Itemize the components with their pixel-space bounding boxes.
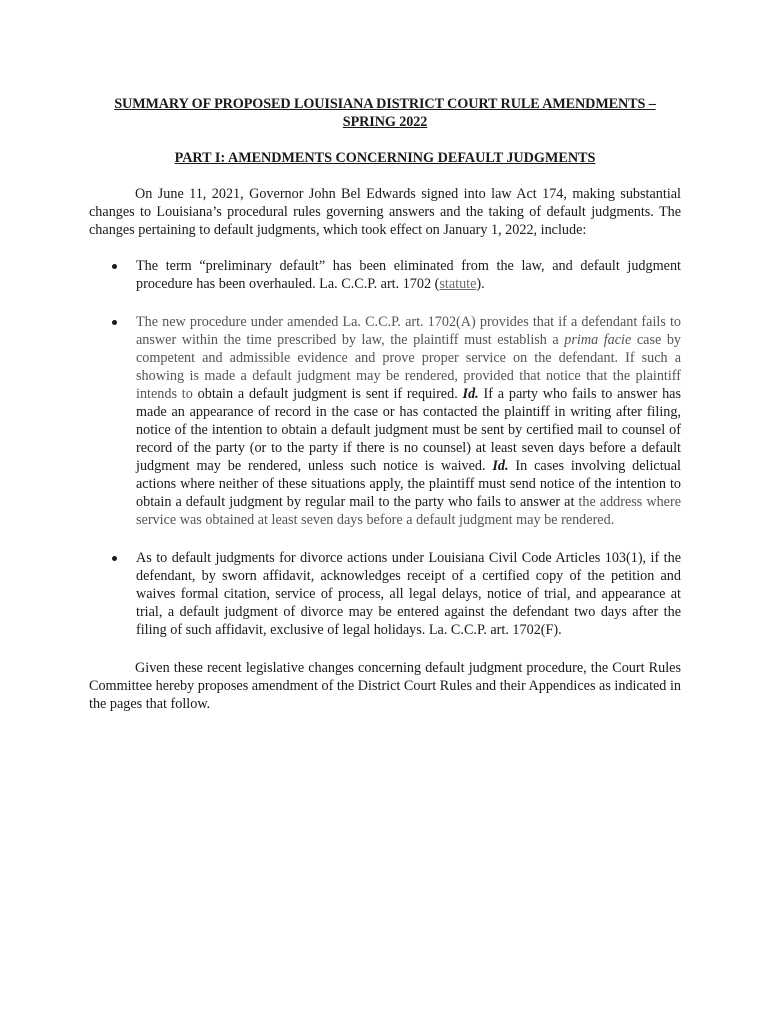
bullet-3-text: As to default judgments for divorce actions under Louisiana Civil Code Articles 103(1), if the defendant, by sworn affidavit, acknowledges receipt of a certified copy of the petition and waives formal citation, service of process, all legal delays, notice of trial, and appearance at trial, a default judgment of divorce may be entered against the defendant two days after the filing of such affidavit, exclusive of legal holidays. La. C.C.P. art. 1702(F). — [136, 550, 681, 638]
bullet-dot-icon — [112, 264, 117, 269]
bullet-1-text-after: ). — [476, 276, 485, 292]
bullet-2-id-1: Id. — [462, 386, 479, 402]
bullet-item-2 — [89, 313, 681, 529]
bullet-1-text-before: The term “preliminary default” has been eliminated from the law, and default judgment procedure has been overhauled. La. C.C.P. art. 1702 ( — [136, 258, 681, 292]
intro-paragraph: On June 11, 2021, Governor John Bel Edwards signed into law Act 174, making substantial changes to Louisiana’s procedural rules governing answers and the taking of default judgments. The changes pertaining to default judgments, which took effect on January 1, 2022, include: — [89, 186, 681, 238]
bullet-2-part-3: obtain a default judgment is sent if required. — [197, 386, 463, 402]
title-line-1: SUMMARY OF PROPOSED LOUISIANA DISTRICT COURT RULE AMENDMENTS – — [114, 96, 656, 112]
bullet-list — [89, 257, 681, 639]
title-line-2: SPRING 2022 — [342, 114, 428, 130]
bullet-2-part-6: the address where service was obtained at least seven days before a default judgment may be rendered. — [136, 494, 681, 528]
part-heading: PART I: AMENDMENTS CONCERNING DEFAULT JUDGMENTS — [174, 150, 596, 166]
bullet-item-3 — [89, 549, 681, 639]
bullet-dot-icon — [112, 556, 117, 561]
bullet-2-part-1: The new procedure under amended La. C.C.P. art. 1702(A) provides that if a defendant fails to answer within the time prescribed by law, the plaintiff must establish a — [136, 314, 681, 348]
statute-link[interactable]: statute — [439, 276, 477, 292]
bullet-2-part-2: case by competent and admissible evidence and prove proper service on the defendant. If such a showing is made a default judgment may be rendered, provided that notice that the plaintiff intends to — [136, 332, 682, 402]
document-title — [89, 95, 681, 131]
bullet-2-prima-facie: prima facie — [564, 332, 632, 348]
bullet-2-part-5: In cases involving delictual actions where neither of these situations apply, the plaintiff must send notice of the intention to obtain a default judgment by regular mail to the party who fails to answer at — [136, 458, 681, 510]
closing-paragraph: Given these recent legislative changes concerning default judgment procedure, the Court Rules Committee hereby proposes amendment of the District Court Rules and their Appendices as indicated in the pages that follow. — [89, 660, 681, 712]
bullet-dot-icon — [112, 320, 117, 325]
bullet-item-1 — [89, 257, 681, 293]
bullet-2-id-2: Id. — [492, 458, 509, 474]
bullet-2-part-4: If a party who fails to answer has made an appearance of record in the case or has contacted the plaintiff in writing after filing, notice of the intention to obtain a default judgment must be sent by certified mail to counsel of record of the party (or to the party if there is no counsel) at least seven days before a default judgment may be rendered, unless such notice is waived. — [136, 386, 681, 474]
